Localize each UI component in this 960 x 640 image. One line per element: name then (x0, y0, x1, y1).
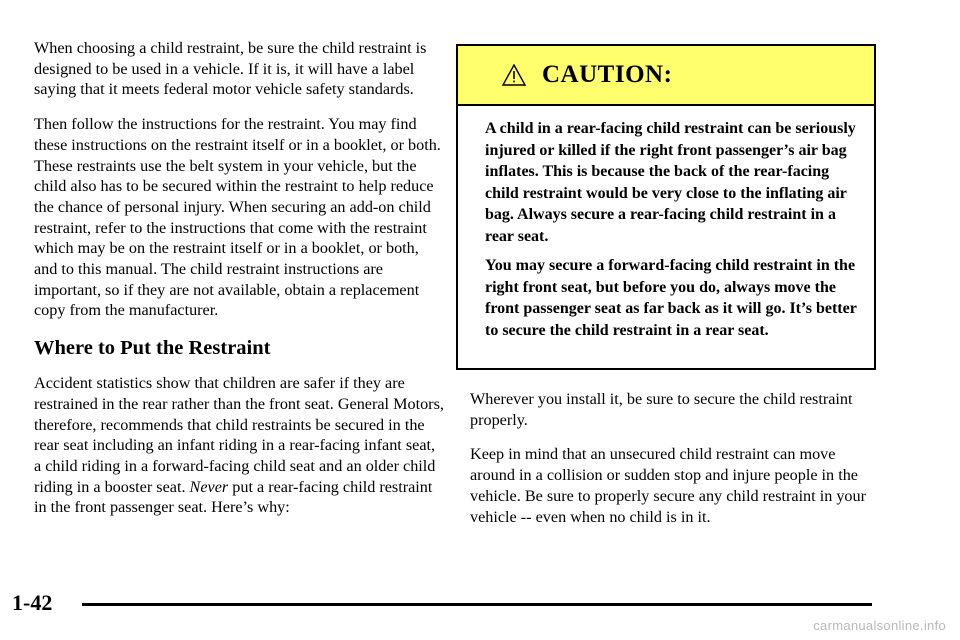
statistics-text: Accident statistics show that children are safer if they are restrained in the rear rather than the front seat. General Motors, therefore, recommends that child restraints be secured in the rear seat including an infant riding in a rear-facing infant seat, a child riding in a forward-facing child seat and an older child riding in a booster seat. (34, 374, 444, 496)
caution-header (458, 46, 874, 106)
section-heading: Where to Put the Restraint (34, 337, 271, 360)
statistics-paragraph (34, 373, 444, 518)
intro-paragraph: When choosing a child restraint, be sure the child restraint is designed to be used in a vehicle. If it is, it will have a label saying that it meets federal motor vehicle safety standards. (34, 39, 427, 99)
footer-rule (82, 603, 872, 606)
left-column (34, 38, 444, 532)
caution-title: CAUTION: (542, 61, 673, 88)
page-number: 1-42 (12, 590, 53, 615)
instructions-paragraph: Then follow the instructions for the restraint. You may find these instructions on the restraint itself or in a booklet, or both. These restraints use the belt system in your vehicle, but the child also has to be secured within the restraint to help reduce the chance of personal injury. When securing an add-on child restraint, refer to the instructions that come with the restraint which may be on the restraint itself or in a booklet, or both, and to this manual. The child restraint instructions are important, so if they are not available, obtain a replacement copy from the manufacturer. (34, 115, 441, 320)
secure-paragraph: Wherever you install it, be sure to secure the child restraint properly. (470, 390, 853, 429)
watermark: carmanualsonline.info (813, 618, 946, 633)
never-emphasis: Never (189, 477, 229, 496)
statistics-text-end: put a rear-facing child restraint in the front passenger seat. Here’s why: (34, 477, 433, 517)
caution-body (458, 106, 874, 341)
caution-box (456, 44, 876, 370)
right-column (470, 389, 880, 541)
unsecured-paragraph: Keep in mind that an unsecured child restraint can move around in a collision or sudden stop and injure people in the vehicle. Be sure to properly secure any child restraint in your vehicle -- even when no child is in it. (470, 445, 867, 526)
warning-triangle-icon (502, 64, 526, 86)
caution-paragraph-2: You may secure a forward-facing child restraint in the right front seat, but before you do, always move the front passenger seat as far back as it will go. It’s better to secure the child restraint in a rear seat. (485, 257, 857, 339)
caution-paragraph-1: A child in a rear-facing child restraint can be seriously injured or killed if the right front passenger’s air bag inflates. This is because the back of the rear-facing child restraint would be very close to the inflating air bag. Always secure a rear-facing child restraint in a rear seat. (485, 120, 856, 245)
